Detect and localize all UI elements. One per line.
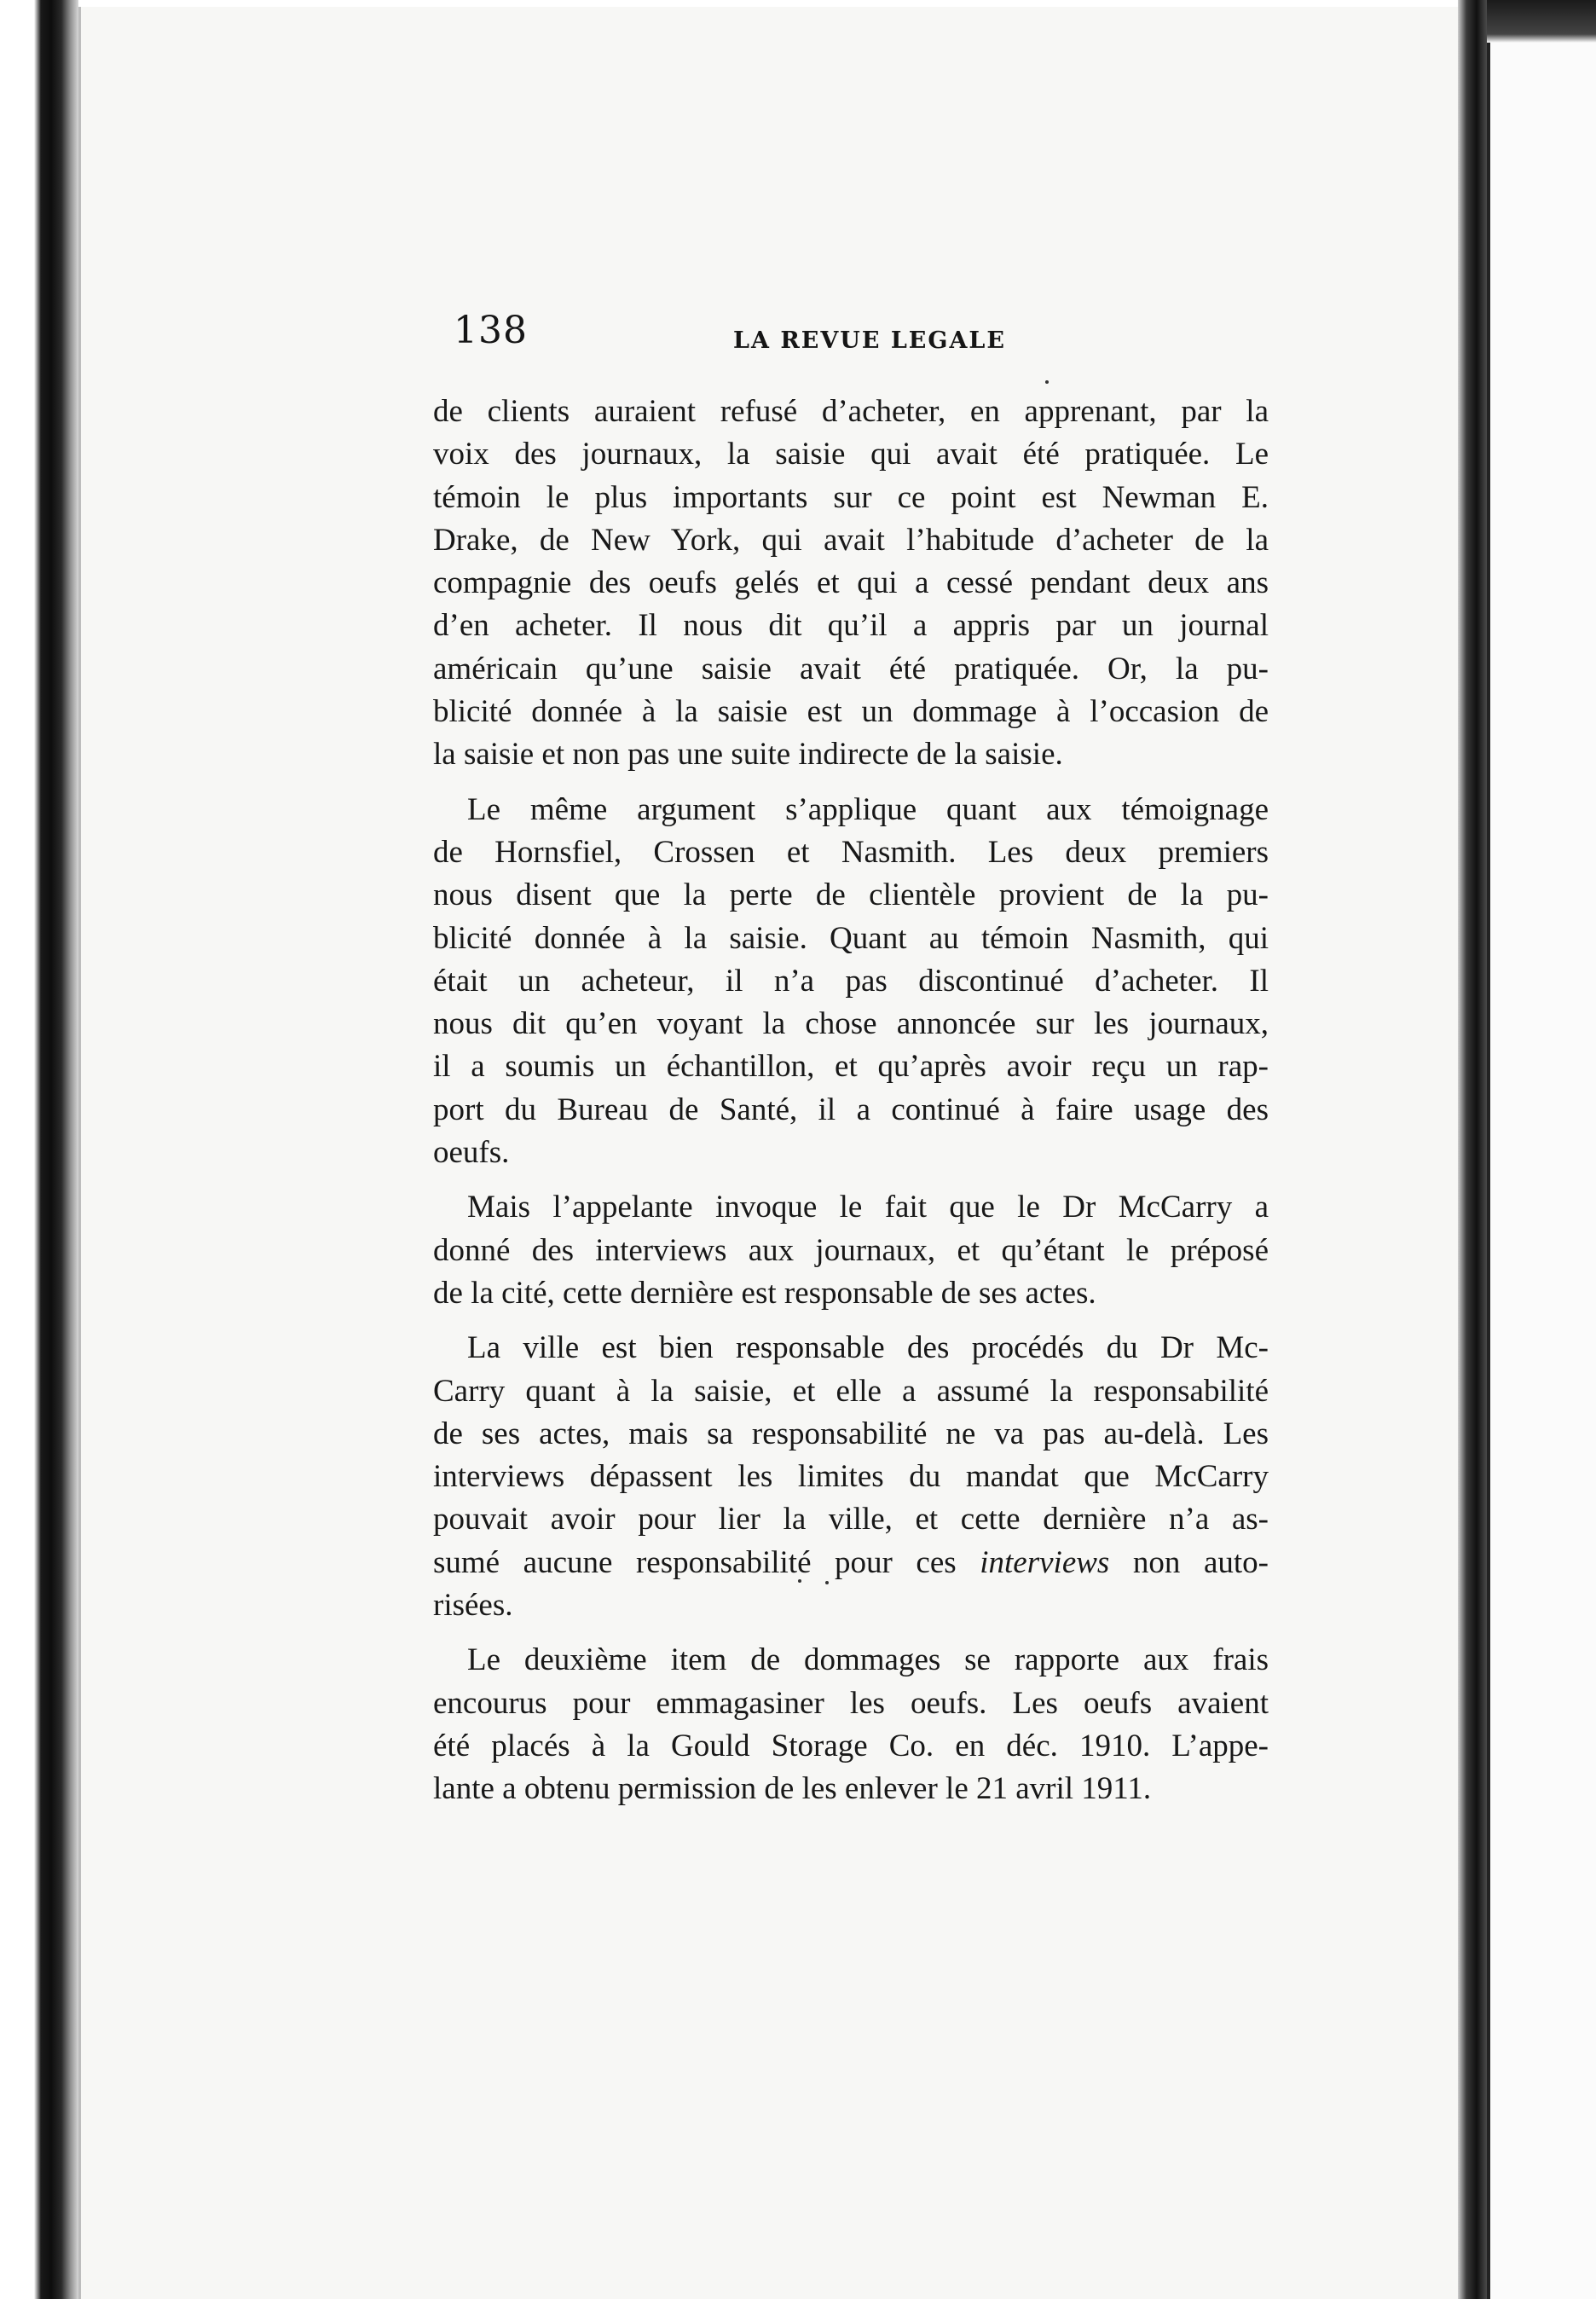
text-line: encourus pour emmagasiner les oeufs. Les oeufs avaient [433, 1685, 1269, 1721]
text-line: de la cité, cette dernière est responsable de ses actes. [433, 1275, 1096, 1311]
text-line: Drake, de New York, qui avait l’habitude d’acheter de la [433, 522, 1269, 558]
text-line: La ville est bien responsable des procédés du Dr Mc- [467, 1330, 1269, 1366]
text-line: il a soumis un échantillon, et qu’après avoir reçu un rap- [433, 1049, 1269, 1085]
text-line: oeufs. [433, 1135, 510, 1171]
text-line: interviews dépassent les limites du mandat que McCarry [433, 1459, 1269, 1495]
text-line: blicité donnée à la saisie est un dommage à l’occasion de [433, 694, 1269, 730]
text-line: était un acheteur, il n’a pas discontinué d’acheter. Il [433, 963, 1269, 999]
text-line: de ses actes, mais sa responsabilité ne va pas au-delà. Les [433, 1416, 1269, 1451]
running-title: LA REVUE LEGALE [733, 327, 1006, 354]
page-header [454, 309, 1272, 360]
paragraph-4 [433, 1327, 1269, 1627]
text-line: été placés à la Gould Storage Co. en déc. 1910. L’appe- [433, 1728, 1269, 1763]
page-number: 138 [454, 309, 528, 352]
print-speck [1045, 380, 1049, 384]
paragraph-2 [433, 789, 1269, 1175]
body-text [433, 391, 1269, 1823]
text-line: témoin le plus importants sur ce point est Newman E. [433, 479, 1269, 515]
text-line: voix des journaux, la saisie qui avait été pratiquée. Le [433, 437, 1269, 472]
text-line-with-italic [433, 1542, 1269, 1584]
text-line: nous dit qu’en voyant la chose annoncée sur les journaux, [433, 1006, 1269, 1042]
text-line: blicité donnée à la saisie. Quant au témoin Nasmith, qui [433, 920, 1269, 956]
paragraph-1 [433, 391, 1269, 777]
text-line: port du Bureau de Santé, il a continué à faire usage des [433, 1092, 1269, 1127]
italic-word: interviews [980, 1544, 1110, 1580]
line-segment: non auto- [1132, 1544, 1269, 1580]
text-line: Le deuxième item de dommages se rapporte aux frais [467, 1642, 1269, 1678]
text-line: Mais l’appelante invoque le fait que le Dr McCarry a [467, 1190, 1269, 1225]
next-page-shadow [1487, 0, 1596, 43]
text-line: risées. [433, 1588, 513, 1624]
text-line: de clients auraient refusé d’acheter, en apprenant, par la [433, 394, 1269, 429]
text-line: pouvait avoir pour lier la ville, et cette dernière n’a as- [433, 1502, 1269, 1537]
text-line: lante a obtenu permission de les enlever le 21 avril 1911. [433, 1771, 1152, 1807]
text-line: la saisie et non pas une suite indirecte de la saisie. [433, 737, 1063, 773]
line-segment: sumé aucune responsabilité pour ces [433, 1544, 957, 1580]
text-line: américain qu’une saisie avait été pratiquée. Or, la pu- [433, 651, 1269, 686]
text-line: nous disent que la perte de clientèle provient de la pu- [433, 877, 1269, 913]
paragraph-3 [433, 1186, 1269, 1315]
text-line: Carry quant à la saisie, et elle a assumé la responsabilité [433, 1373, 1269, 1409]
text-line: compagnie des oeufs gelés et qui a cessé pendant deux ans [433, 565, 1269, 601]
text-line: Le même argument s’applique quant aux témoignage [467, 791, 1269, 827]
text-line: de Hornsfiel, Crossen et Nasmith. Les deux premiers [433, 834, 1269, 870]
next-page [1487, 43, 1596, 2299]
binding-edge [0, 0, 78, 2299]
page-gutter [1458, 0, 1487, 2299]
text-line: d’en acheter. Il nous dit qu’il a appris par un journal [433, 608, 1269, 644]
paragraph-5 [433, 1639, 1269, 1810]
text-line: donné des interviews aux journaux, et qu’étant le préposé [433, 1232, 1269, 1268]
